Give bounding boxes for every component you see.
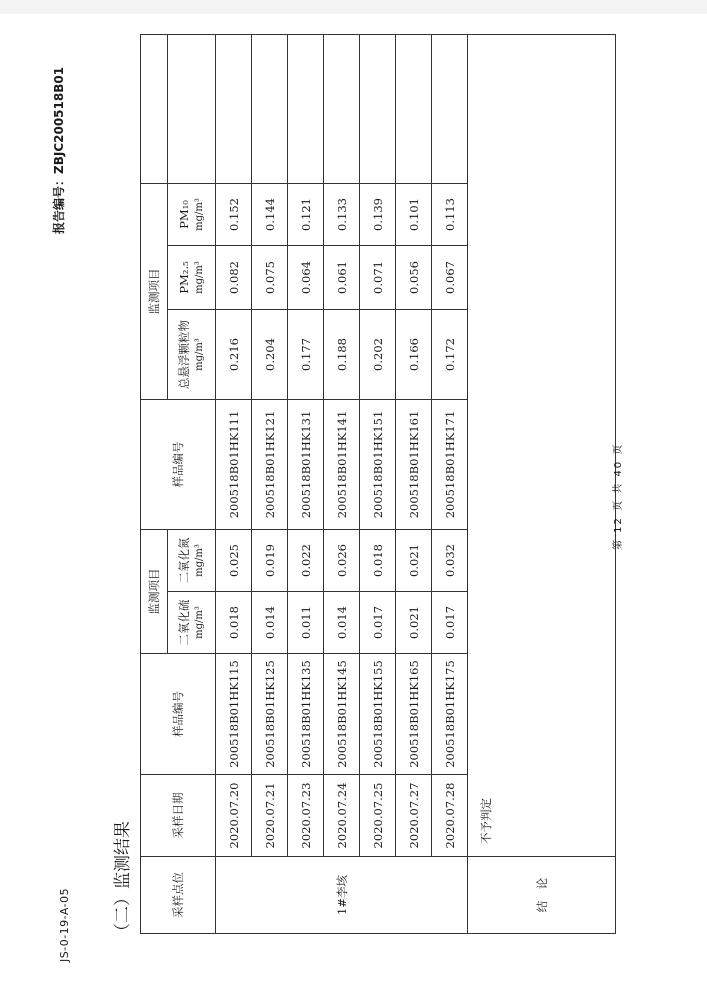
tsp-unit: mg/m³ bbox=[193, 338, 205, 371]
cell-so2: 0.017 bbox=[360, 592, 396, 654]
pm10-unit: mg/m³ bbox=[193, 198, 205, 231]
cell-so2: 0.017 bbox=[432, 592, 468, 654]
cell-date: 2020.07.27 bbox=[396, 775, 432, 857]
table-row bbox=[252, 34, 288, 933]
cell-no2: 0.021 bbox=[396, 530, 432, 592]
cell-tsp: 0.216 bbox=[216, 310, 252, 400]
cell-sample2: 200518B01HK141 bbox=[324, 400, 360, 530]
cell-no2: 0.032 bbox=[432, 530, 468, 592]
cell-pm10: 0.121 bbox=[288, 183, 324, 245]
table-row bbox=[216, 34, 252, 933]
cell-no2: 0.022 bbox=[288, 530, 324, 592]
cell-date: 2020.07.25 bbox=[360, 775, 396, 857]
cell-date: 2020.07.21 bbox=[252, 775, 288, 857]
so2-label: 二氧化硫 bbox=[176, 599, 191, 646]
cell-pm10: 0.133 bbox=[324, 183, 360, 245]
header-location: 采样点位 bbox=[141, 857, 216, 934]
cell-sample2: 200518B01HK131 bbox=[288, 400, 324, 530]
table-row bbox=[288, 34, 324, 933]
cell-sample2: 200518B01HK111 bbox=[216, 400, 252, 530]
cell-sample1: 200518B01HK115 bbox=[216, 654, 252, 775]
header-blank bbox=[141, 34, 168, 183]
document-code: JS-0-19-A-05 bbox=[58, 887, 71, 962]
header-blank-2 bbox=[168, 34, 216, 183]
cell-pm10: 0.152 bbox=[216, 183, 252, 245]
report-number: 报告编号：ZBJC200518B01 bbox=[52, 66, 66, 234]
no2-label: 二氧化氮 bbox=[176, 537, 191, 584]
header-no2 bbox=[168, 530, 216, 592]
cell-sample1: 200518B01HK175 bbox=[432, 654, 468, 775]
header-items-right: 监测项目 bbox=[141, 183, 168, 399]
header-date: 采样日期 bbox=[141, 775, 216, 857]
header-sample-left: 样品编号 bbox=[141, 654, 216, 775]
cell-sample2: 200518B01HK161 bbox=[396, 400, 432, 530]
conclusion-label: 结 论 bbox=[468, 857, 616, 934]
cell-pm10: 0.139 bbox=[360, 183, 396, 245]
cell-tsp: 0.202 bbox=[360, 310, 396, 400]
cell-sample1: 200518B01HK165 bbox=[396, 654, 432, 775]
cell-sample2: 200518B01HK171 bbox=[432, 400, 468, 530]
so2-unit: mg/m³ bbox=[193, 606, 205, 639]
pm25-label: PM₂.₅ bbox=[176, 261, 191, 294]
cell-so2: 0.018 bbox=[216, 592, 252, 654]
header-tsp bbox=[168, 310, 216, 400]
cell-sample1: 200518B01HK145 bbox=[324, 654, 360, 775]
cell-tsp: 0.188 bbox=[324, 310, 360, 400]
cell-blank bbox=[216, 34, 252, 183]
cell-pm25: 0.067 bbox=[432, 246, 468, 310]
cell-blank bbox=[432, 34, 468, 183]
results-table bbox=[140, 34, 616, 934]
cell-sample1: 200518B01HK125 bbox=[252, 654, 288, 775]
cell-so2: 0.014 bbox=[252, 592, 288, 654]
cell-pm10: 0.144 bbox=[252, 183, 288, 245]
cell-so2: 0.014 bbox=[324, 592, 360, 654]
cell-blank bbox=[360, 34, 396, 183]
cell-date: 2020.07.24 bbox=[324, 775, 360, 857]
header-pm10 bbox=[168, 183, 216, 245]
table-row bbox=[396, 34, 432, 933]
cell-blank bbox=[324, 34, 360, 183]
conclusion-text: 不予判定 bbox=[468, 34, 616, 856]
table-row bbox=[324, 34, 360, 933]
pm10-label: PM₁₀ bbox=[176, 200, 191, 229]
page-footer: 第 12 页 共 40 页 bbox=[613, 442, 624, 550]
cell-no2: 0.018 bbox=[360, 530, 396, 592]
cell-sample1: 200518B01HK135 bbox=[288, 654, 324, 775]
header-sample-right: 样品编号 bbox=[141, 400, 216, 530]
header-so2 bbox=[168, 592, 216, 654]
cell-pm25: 0.061 bbox=[324, 246, 360, 310]
table-row bbox=[360, 34, 396, 933]
cell-date: 2020.07.23 bbox=[288, 775, 324, 857]
cell-no2: 0.019 bbox=[252, 530, 288, 592]
cell-blank bbox=[396, 34, 432, 183]
location-cell: 1#李垓 bbox=[216, 857, 468, 934]
cell-sample2: 200518B01HK121 bbox=[252, 400, 288, 530]
cell-no2: 0.026 bbox=[324, 530, 360, 592]
cell-pm25: 0.071 bbox=[360, 246, 396, 310]
section-title: （二）监测结果 bbox=[113, 821, 133, 940]
cell-tsp: 0.177 bbox=[288, 310, 324, 400]
cell-date: 2020.07.20 bbox=[216, 775, 252, 857]
cell-so2: 0.021 bbox=[396, 592, 432, 654]
cell-tsp: 0.204 bbox=[252, 310, 288, 400]
cell-blank bbox=[252, 34, 288, 183]
cell-so2: 0.011 bbox=[288, 592, 324, 654]
cell-pm25: 0.056 bbox=[396, 246, 432, 310]
no2-unit: mg/m³ bbox=[193, 544, 205, 577]
cell-blank bbox=[288, 34, 324, 183]
cell-pm25: 0.075 bbox=[252, 246, 288, 310]
cell-tsp: 0.172 bbox=[432, 310, 468, 400]
header-items-left: 监测项目 bbox=[141, 530, 168, 654]
header-pm25 bbox=[168, 246, 216, 310]
cell-pm25: 0.064 bbox=[288, 246, 324, 310]
tsp-label: 总悬浮颗粒物 bbox=[176, 320, 191, 389]
cell-pm10: 0.113 bbox=[432, 183, 468, 245]
conclusion-row bbox=[468, 34, 616, 933]
cell-sample1: 200518B01HK155 bbox=[360, 654, 396, 775]
table-row bbox=[432, 34, 468, 933]
cell-pm25: 0.082 bbox=[216, 246, 252, 310]
cell-pm10: 0.101 bbox=[396, 183, 432, 245]
cell-no2: 0.025 bbox=[216, 530, 252, 592]
cell-sample2: 200518B01HK151 bbox=[360, 400, 396, 530]
pm25-unit: mg/m³ bbox=[193, 261, 205, 294]
cell-tsp: 0.166 bbox=[396, 310, 432, 400]
cell-date: 2020.07.28 bbox=[432, 775, 468, 857]
